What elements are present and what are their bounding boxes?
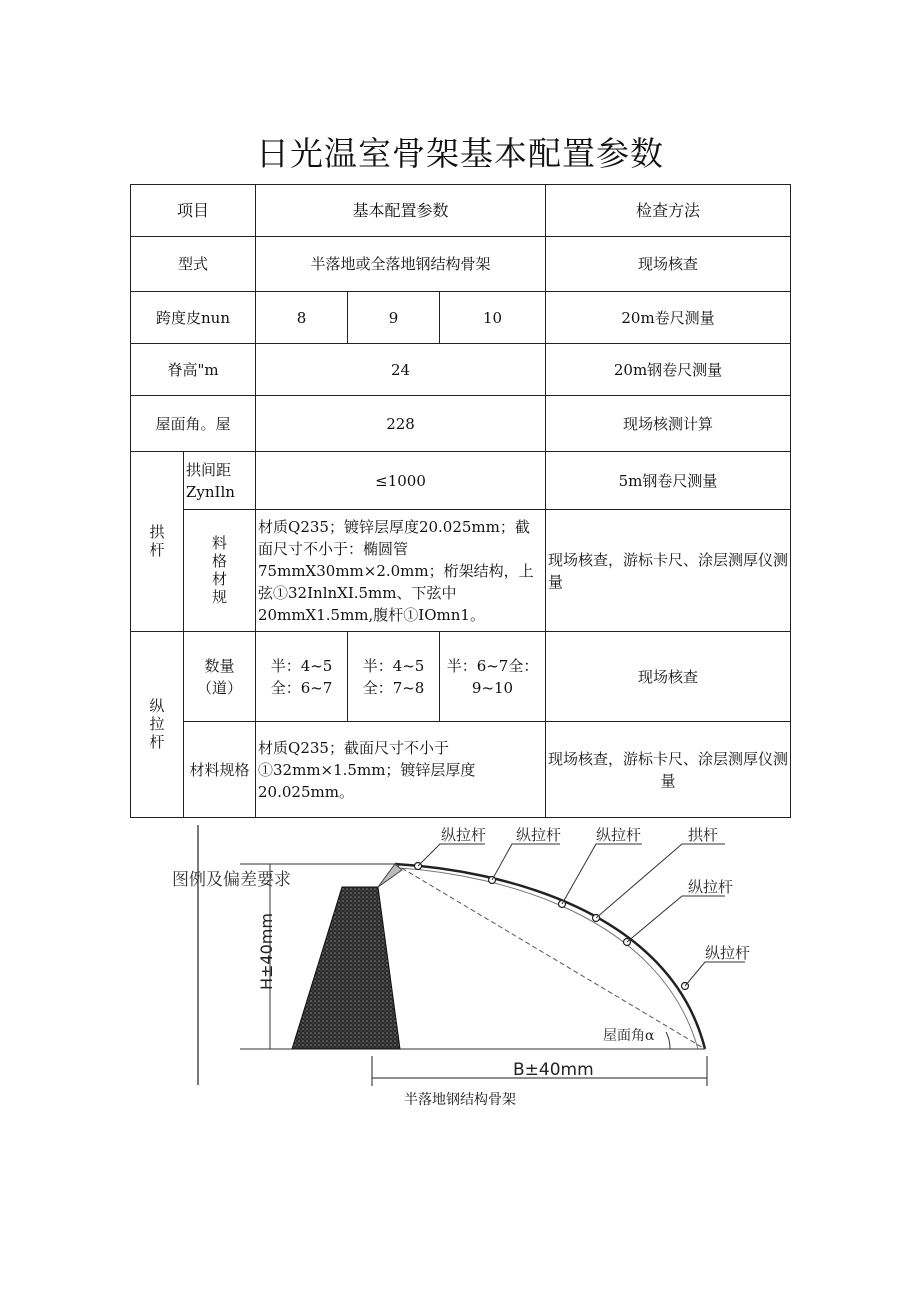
purlin-label: 纵拉杆 <box>705 944 751 962</box>
arch-spacing-value: ≤1000 <box>256 452 546 510</box>
type-value: 半落地或全落地钢结构骨架 <box>256 237 546 292</box>
span-method: 20m卷尺测量 <box>546 292 791 344</box>
purlin-count-value: 半：4~5 全：6~7 <box>256 632 348 722</box>
purlin-material-method: 现场核查，游标卡尺、涂层测厚仪测量 <box>546 722 791 818</box>
type-label: 型式 <box>131 237 256 292</box>
roof-label: 屋面角。屋 <box>131 396 256 452</box>
purlin-label: 纵拉杆 <box>441 826 487 844</box>
header-item: 项目 <box>131 185 256 237</box>
arch-spacing-method: 5m钢卷尺测量 <box>546 452 791 510</box>
purlin-count-value: 半：6~7全：9~10 <box>440 632 546 722</box>
purlin-count-value: 半：4~5 全：7~8 <box>348 632 440 722</box>
purlin-label: 纵拉杆 <box>688 878 734 896</box>
arch-material-label: 料格材规 <box>184 510 256 632</box>
roof-value: 228 <box>256 396 546 452</box>
greenhouse-diagram <box>150 820 770 1088</box>
ridge-value: 24 <box>256 344 546 396</box>
purlin-material-label: 材料规格 <box>184 722 256 818</box>
arch-spacing-label: 拱间距ZynIln <box>184 452 256 510</box>
height-label: H±40mm <box>257 913 276 990</box>
purlin-count-method: 现场核查 <box>546 632 791 722</box>
span-label: 跨度皮nun <box>131 292 256 344</box>
figure-caption: 半落地钢结构骨架 <box>404 1092 516 1108</box>
purlin-label: 纵拉杆 <box>516 826 562 844</box>
page-title: 日光温室骨架基本配置参数 <box>256 134 664 173</box>
back-wall <box>292 887 400 1049</box>
header-method: 检查方法 <box>546 185 791 237</box>
purlin-group-label: 纵拉杆 <box>131 632 184 818</box>
purlin-label: 纵拉杆 <box>596 826 642 844</box>
ridge-method: 20m钢卷尺测量 <box>546 344 791 396</box>
arch-material-method: 现场核查，游标卡尺、涂层测厚仪测量 <box>546 510 791 632</box>
width-label: B±40mm <box>513 1060 594 1080</box>
span-value: 9 <box>348 292 440 344</box>
span-value: 10 <box>440 292 546 344</box>
chord-line <box>395 864 705 1049</box>
header-config: 基本配置参数 <box>256 185 546 237</box>
ridge-label: 脊高"m <box>131 344 256 396</box>
purlin-material-value: 材质Q235；截面尺寸不小于①32mm×1.5mm；镀锌层厚度20.025mm。 <box>256 722 546 818</box>
purlin-markers <box>415 863 689 990</box>
arch-group-label: 拱杆 <box>131 452 184 632</box>
span-value: 8 <box>256 292 348 344</box>
roof-method: 现场核测计算 <box>546 396 791 452</box>
arch-label: 拱杆 <box>688 826 719 844</box>
purlin-count-label: 数量（道） <box>184 632 256 722</box>
figure-side-label: 图例及偏差要求 <box>172 870 291 890</box>
type-method: 现场核查 <box>546 237 791 292</box>
arch-material-value: 材质Q235；镀锌层厚度20.025mm；截面尺寸不小于：椭圆管75mmX30mm×2.0mm；桁架结构，上弦①32InlnXI.5mm、下弦中20mmX1.5mm,腹杆①IOmn1。 <box>256 510 546 632</box>
spec-table <box>130 184 791 818</box>
roof-angle-label: 屋面角α <box>603 1028 655 1044</box>
